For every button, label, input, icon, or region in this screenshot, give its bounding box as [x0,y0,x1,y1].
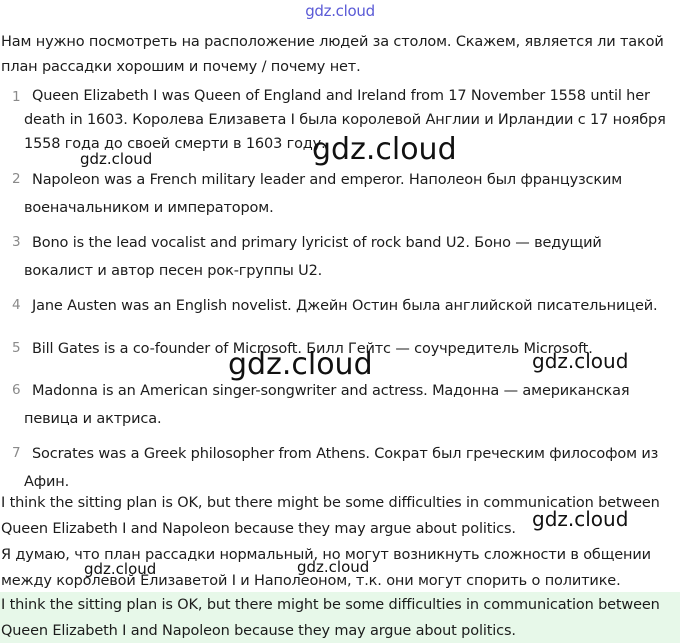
watermark: gdz.cloud [228,347,373,382]
list-item-text: Madonna is an American singer-songwriter and actress. Мадонна — американская певица и актриса. [24,383,630,427]
list-item-text: Queen Elizabeth I was Queen of England and Ireland from 17 November 1558 until her death in 1603. Королева Елизавета I была королевой Англии и Ирландии с 17 ноября 1558 года до своей смерти в 1603 году. [24,88,666,152]
list-item-number: 5 [12,340,21,356]
list-item-number: 4 [12,297,21,313]
list-item-text: Bill Gates is a co-founder of Microsoft. Билл Гейтс — соучредитель Microsoft. [32,341,593,357]
answer-text: I think the sitting plan is OK, but there might be some difficulties in communication between Queen Elizabeth I and Napoleon because they may argue about politics. [1,597,660,639]
conclusion-russian: Я думаю, что план рассадки нормальный, но могут возникнуть сложности в общении между королевой Елизаветой I и Наполеоном, т.к. они могут спорить о политике. [1,547,651,589]
watermark: gdz.cloud [532,349,629,373]
list-item-number: 1 [12,89,21,105]
list-item-number: 3 [12,234,21,250]
list-item-number: 2 [12,171,21,187]
list-item-text: Jane Austen was an English novelist. Джейн Остин была английской писательницей. [32,298,658,314]
list-item-number: 6 [12,382,21,398]
watermark: gdz.cloud [80,150,153,168]
list-item-text: Bono is the lead vocalist and primary lyricist of rock band U2. Боно — ведущий вокалист и автор песен рок-группы U2. [24,235,602,279]
task-instruction: Нам нужно посмотреть на расположение людей за столом. Скажем, является ли такой план рассадки хорошим и почему / почему нет. [1,34,664,75]
list-item-text: Napoleon was a French military leader and emperor. Наполеон был французским военачальником и императором. [24,172,623,216]
watermark: gdz.cloud [297,558,370,576]
list-item-number: 7 [12,445,21,461]
list-item-text: Socrates was a Greek philosopher from Athens. Сократ был греческим философом из Афин. [24,446,659,490]
watermark: gdz.cloud [84,560,157,578]
watermark: gdz.cloud [532,507,629,531]
conclusion-english: I think the sitting plan is OK, but there might be some difficulties in communication between Queen Elizabeth I and Napoleon because they may argue about politics. [1,495,660,537]
watermark: gdz.cloud [312,132,457,167]
answer-highlight [0,592,680,643]
watermark-header: gdz.cloud [305,2,375,20]
